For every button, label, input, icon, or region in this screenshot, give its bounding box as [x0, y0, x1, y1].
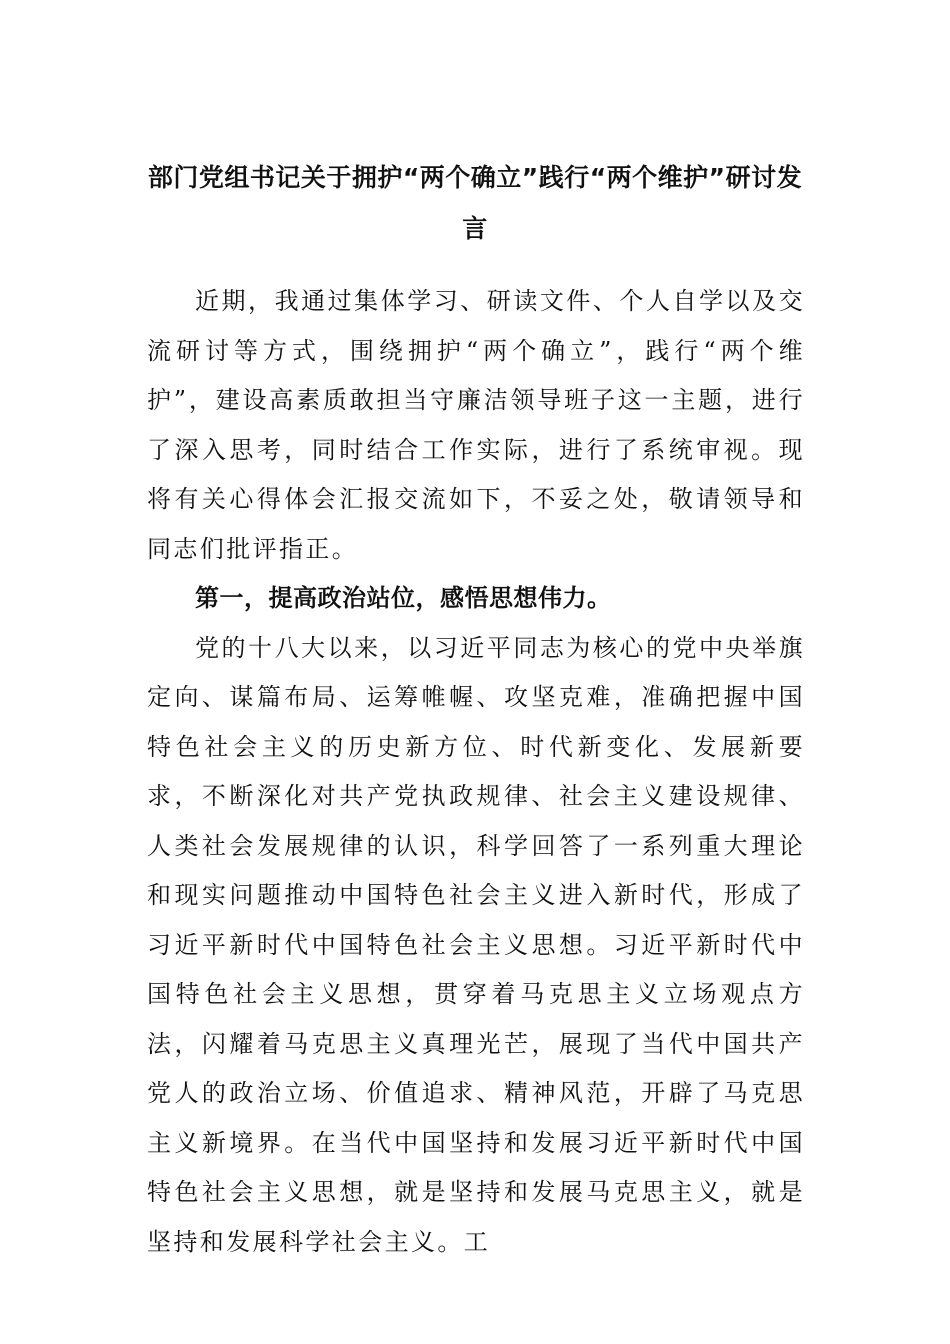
section-heading: 第一，提高政治站位，感悟思想伟力。	[195, 584, 612, 612]
intro-paragraph: 近期，我通过集体学习、研读文件、个人自学以及交流研讨等方式，围绕拥护“两个确立”，践行“两个维护”，建设高素质敢担当守廉洁领导班子这一主题，进行了深入思考，同时结合工作实际，进行了系统审视。现将有关心得体会汇报交流如下，不妥之处，敬请领导和同志们批评指正。	[147, 287, 805, 563]
document-body	[147, 277, 805, 1267]
section-paragraph: 党的十八大以来，以习近平同志为核心的党中央举旗定向、谋篇布局、运筹帷幄、攻坚克难，准确把握中国特色社会主义的历史新方位、时代新变化、发展新要求，不断深化对共产党执政规律、社会主义建设规律、人类社会发展规律的认识，科学回答了一系列重大理论和现实问题推动中国特色社会主义进入新时代，形成了习近平新时代中国特色社会主义思想。习近平新时代中国特色社会主义思想，贯穿着马克思主义立场观点方法，闪耀着马克思主义真理光芒，展现了当代中国共产党人的政治立场、价值追求、精神风范，开辟了马克思主义新境界。在当代中国坚持和发展习近平新时代中国特色社会主义思想，就是坚持和发展马克思主义，就是坚持和发展科学社会主义。工	[147, 633, 805, 1256]
document-title: 部门党组书记关于拥护“两个确立”践行“两个维护”研讨发言	[147, 163, 803, 243]
